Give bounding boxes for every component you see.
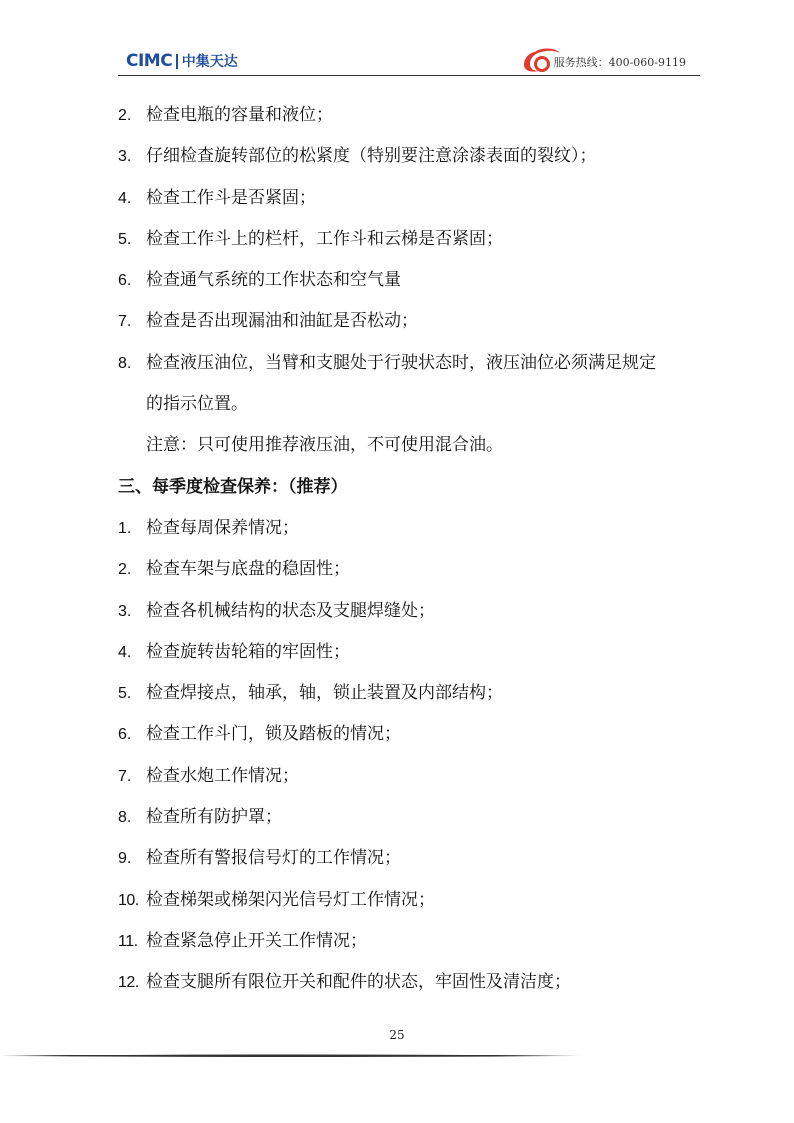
logo-brand: CIMC [126,51,173,71]
list-item [118,219,708,260]
list-item [118,301,708,342]
item-text: 检查所有防护罩； [146,807,282,828]
logo-chinese-name: 中集天达 [181,54,238,70]
item-text: 检查紧急停止开关工作情况； [146,930,367,951]
note-text: 注意：只可使用推荐液压油，不可使用混合油。 [146,435,503,456]
item-continuation: 的指示位置。 [146,394,248,415]
list-item [118,591,708,632]
item-text: 检查车架与底盘的稳固性； [146,559,350,580]
footer-rule [0,1051,794,1061]
item-number: 4. [118,189,132,207]
item-text: 检查通气系统的工作状态和空气量 [146,270,401,291]
list-item [118,756,708,797]
page-number: 25 [389,1028,405,1042]
list-item [118,343,708,384]
list-item [118,921,708,962]
item-text: 检查电瓶的容量和液位； [146,105,333,125]
item-number: 7. [118,313,132,331]
list-item [118,714,708,755]
list-item [118,549,708,590]
item-number: 11. [118,932,138,950]
item-number: 6. [118,272,132,290]
item-number: 12. [118,974,139,992]
hotline-text: 服务热线：400-060-9119 [553,56,686,69]
item-text: 检查焊接点，轴承，轴，锁止装置及内部结构； [146,683,503,704]
item-text: 检查梯架或梯架闪光信号灯工作情况； [146,889,435,910]
service-hotline [554,54,686,70]
item-number: 2. [118,561,132,579]
item-text: 检查液压油位，当臂和支腿处于行驶状态时，液压油位必须满足规定 [146,352,656,373]
section-heading: 三、每季度检查保养：（推荐） [118,476,348,497]
page-header [118,46,700,76]
list-item [118,838,708,879]
logo-divider [176,54,178,69]
item-text: 检查工作斗是否紧固； [146,187,316,208]
item-number: 2. [118,107,132,124]
item-text: 检查工作斗门，锁及踏板的情况； [146,724,401,745]
item-number: 1. [118,519,132,537]
list-item [118,508,708,549]
item-number: 8. [118,354,132,372]
list-item [118,797,708,838]
item-number: 5. [118,685,132,703]
item-text: 检查每周保养情况； [146,517,299,538]
item-text: 检查水炮工作情况； [146,765,299,786]
header-rule [118,75,700,76]
item-text: 检查工作斗上的栏杆，工作斗和云梯是否紧固； [146,228,503,249]
item-text: 检查所有警报信号灯的工作情况； [146,848,401,869]
item-number: 3. [118,148,132,166]
item-number: 3. [118,602,132,620]
item-number: 6. [118,726,132,744]
list-item [118,136,708,177]
item-number: 10. [118,891,139,909]
item-text: 检查旋转齿轮箱的牢固性； [146,641,350,662]
item-number: 5. [118,230,132,248]
list-item [118,178,708,219]
item-text: 检查是否出现漏油和油缸是否松动； [146,311,418,332]
cimc-logo [126,51,238,71]
item-text: 检查支腿所有限位开关和配件的状态，牢固性及清洁度； [146,972,571,993]
item-number: 9. [118,850,132,868]
item-text: 检查各机械结构的状态及支腿焊缝处； [146,600,435,621]
list-item [118,260,708,301]
item-number: 4. [118,643,132,661]
list-item [118,880,708,921]
document-body [118,95,708,1004]
list-item [118,962,708,1003]
item-number: 8. [118,809,132,827]
item-number: 7. [118,767,132,785]
item-text: 仔细检查旋转部位的松紧度（特别要注意涂漆表面的裂纹）； [146,146,597,167]
list-item [118,673,708,714]
list-item [118,632,708,673]
list-item [118,95,708,136]
